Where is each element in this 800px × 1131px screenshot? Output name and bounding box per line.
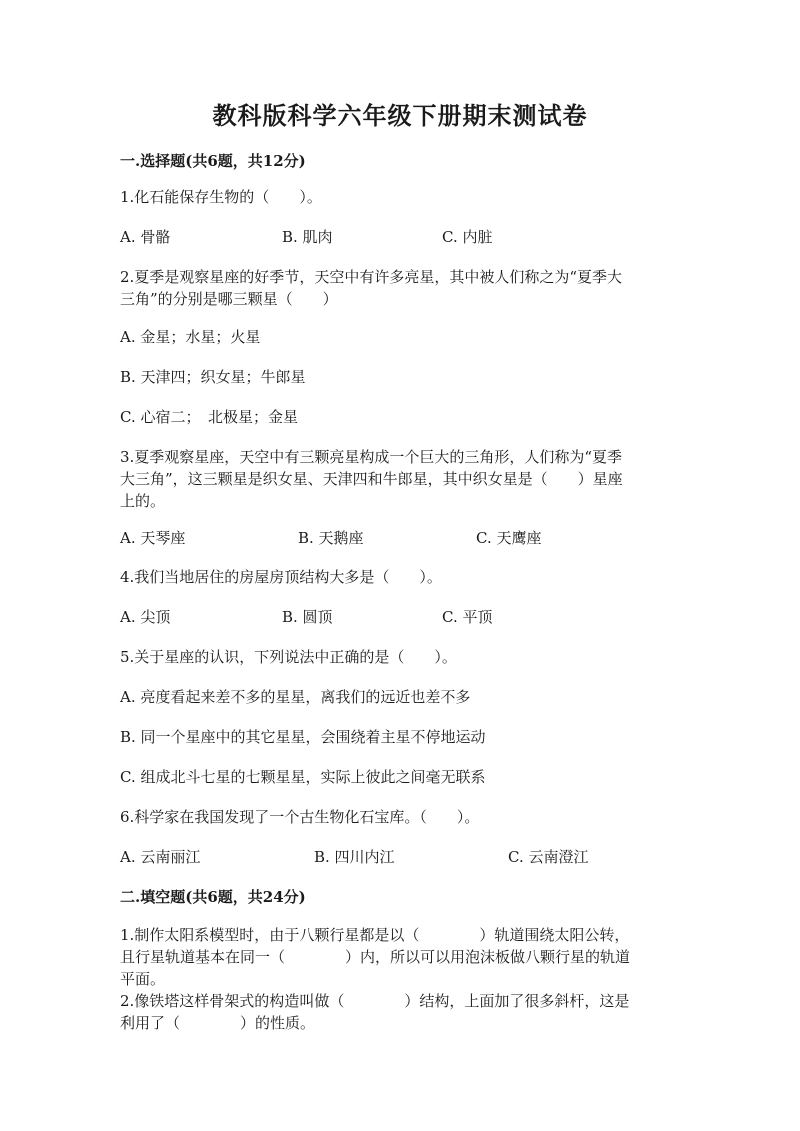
question-4-stem: 4.我们当地居住的房屋房顶结构大多是（ ）。 [120, 568, 442, 586]
question-6-options [120, 846, 680, 868]
option-a: A. 天琴座 [120, 529, 186, 547]
question-3-stem-line-3: 上的。 [120, 492, 166, 510]
question-5-stem: 5.关于星座的认识，下列说法中正确的是（ ）。 [120, 648, 457, 666]
question-6-stem: 6.科学家在我国发现了一个古生物化石宝库。（ ）。 [120, 808, 480, 826]
question-3-options [120, 527, 680, 549]
question-2-option-b: B. 天津四；织女星；牛郎星 [120, 368, 306, 386]
fill-question-2-line-2: 利用了（ ）的性质。 [120, 1014, 316, 1032]
question-2-stem-line-1: 2.夏季是观察星座的好季节，天空中有许多亮星，其中被人们称之为“夏季大 [120, 268, 622, 286]
option-c: C. 天鹰座 [476, 529, 542, 547]
option-b: B. 圆顶 [282, 608, 333, 626]
page-title: 教科版科学六年级下册期末测试卷 [212, 101, 588, 130]
question-5-option-c: C. 组成北斗七星的七颗星星，实际上彼此之间毫无联系 [120, 768, 486, 786]
question-5-option-a: A. 亮度看起来差不多的星星，离我们的远近也差不多 [120, 688, 471, 706]
option-b: B. 肌肉 [282, 228, 333, 246]
question-2-option-c: C. 心宿二； 北极星；金星 [120, 408, 298, 426]
fill-question-2-line-1: 2.像铁塔这样骨架式的构造叫做（ ）结构，上面加了很多斜杆，这是 [120, 992, 630, 1010]
section-heading-fill-in-blank: 二.填空题(共6题，共24分) [120, 888, 306, 906]
question-5-option-b: B. 同一个星座中的其它星星，会围绕着主星不停地运动 [120, 728, 486, 746]
question-1-options [120, 226, 680, 248]
fill-question-1-line-2: 且行星轨道基本在同一（ ）内，所以可以用泡沫板做八颗行星的轨道 [120, 948, 631, 966]
option-b: B. 天鹅座 [298, 529, 364, 547]
fill-question-1-line-1: 1.制作太阳系模型时，由于八颗行星都是以（ ）轨道围绕太阳公转， [120, 926, 630, 944]
option-a: A. 骨骼 [120, 228, 171, 246]
question-2-option-a: A. 金星；水星；火星 [120, 328, 261, 346]
option-a: A. 云南丽江 [120, 848, 201, 866]
section-heading-multiple-choice: 一.选择题(共6题，共12分) [120, 152, 306, 170]
question-1-stem: 1.化石能保存生物的（ ）。 [120, 188, 322, 206]
fill-question-1-line-3: 平面。 [120, 970, 166, 988]
option-a: A. 尖顶 [120, 608, 171, 626]
option-c: C. 云南澄江 [508, 848, 589, 866]
question-2-stem-line-2: 三角”的分别是哪三颗星（ ） [120, 290, 338, 308]
question-4-options [120, 606, 680, 628]
question-3-stem-line-2: 大三角”，这三颗星是织女星、天津四和牛郎星，其中织女星是（ ）星座 [120, 470, 623, 488]
question-3-stem-line-1: 3.夏季观察星座，天空中有三颗亮星构成一个巨大的三角形，人们称为“夏季 [120, 448, 622, 466]
option-b: B. 四川内江 [314, 848, 395, 866]
option-c: C. 平顶 [442, 608, 493, 626]
option-c: C. 内脏 [442, 228, 493, 246]
